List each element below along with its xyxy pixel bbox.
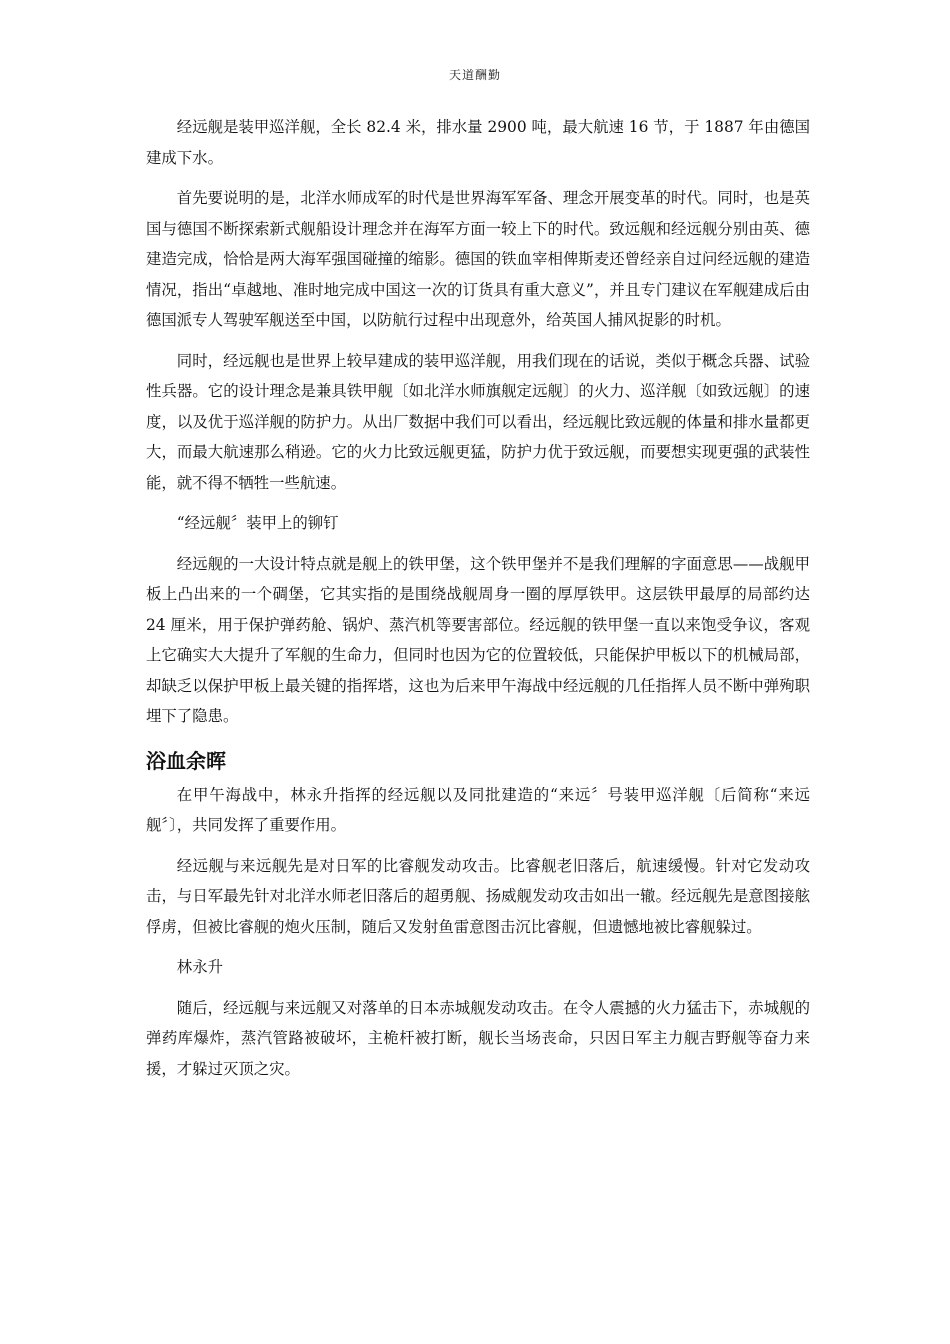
document-body <box>146 112 810 1094</box>
paragraph-design-concept: 同时，经远舰也是世界上较早建成的装甲巡洋舰，用我们现在的话说，类似于概念兵器、试验性兵器。它的设计理念是兼具铁甲舰〔如北洋水师旗舰定远舰〕的火力、巡洋舰〔如致远舰〕的速度，以及优于巡洋舰的防护力。从出厂数据中我们可以看出，经远舰比致远舰的体量和排水量都更大，而最大航速那么稍逊。它的火力比致远舰更猛，防护力优于致远舰，而要想实现更强的武装性能，就不得不牺牲一些航速。 <box>146 351 810 492</box>
image-caption-rivets: “经远舰〞装甲上的铆钉 <box>176 514 339 532</box>
paragraph-background: 首先要说明的是，北洋水师成军的时代是世界海军军备、理念开展变革的时代。同时，也是英国与德国不断探索新式舰船设计理念并在海军方面一较上下的时代。致远舰和经远舰分别由英、德建造完成，恰恰是两大海军强国碰撞的缩影。德国的铁血宰相俾斯麦还曾经亲自过问经远舰的建造情况，指出“卓越地、准时地完成中国这一次的订货具有重大意义”，并且专门建议在军舰建成后由德国派专人驾驶军舰送至中国，以防航行过程中出现意外，给英国人捕风捉影的时机。 <box>146 189 810 329</box>
image-caption-lin-yongsheng: 林永升 <box>176 958 223 976</box>
paragraph-battle-intro: 在甲午海战中，林永升指挥的经远舰以及同批建造的“来远〞号装甲巡洋舰〔后简称“来远舰〞〕，共同发挥了重要作用。 <box>146 785 810 834</box>
paragraph-attack-akagi: 随后，经远舰与来远舰又对落单的日本赤城舰发动攻击。在令人震撼的火力猛击下，赤城舰的弹药库爆炸，蒸汽管路被破坏，主桅杆被打断，舰长当场丧命，只因日军主力舰吉野舰等奋力来援，才躲过灭顶之灾。 <box>146 998 810 1078</box>
paragraph-intro: 经远舰是装甲巡洋舰，全长 82.4 米，排水量 2900 吨，最大航速 16 节，于 1887 年由德国建成下水。 <box>146 118 810 167</box>
paragraph-attack-hiei: 经远舰与来远舰先是对日军的比睿舰发动攻击。比睿舰老旧落后，航速缓慢。针对它发动攻击，与日军最先针对北洋水师老旧落后的超勇舰、扬威舰发动攻击如出一辙。经远舰先是意图接舷俘虏，但被比睿舰的炮火压制，随后又发射鱼雷意图击沉比睿舰，但遗憾地被比睿舰躲过。 <box>146 856 810 936</box>
paragraph-armor: 经远舰的一大设计特点就是舰上的铁甲堡，这个铁甲堡并不是我们理解的字面意思——战舰甲板上凸出来的一个碉堡，它其实指的是围绕战舰周身一圈的厚厚铁甲。这层铁甲最厚的局部约达 24 厘米，用于保护弹药舱、锅炉、蒸汽机等要害部位。经远舰的铁甲堡一直以来饱受争议，客观上它确实大大提升了军舰的生命力，但同时也因为它的位置较低，只能保护甲板以下的机械局部，却缺乏以保护甲板上最关键的指挥塔，这也为后来甲午海战中经远舰的几任指挥人员不断中弹殉职埋下了隐患。 <box>146 554 810 725</box>
page-header: 天道酬勤 <box>448 68 501 82</box>
section-heading: 浴血余晖 <box>146 748 226 773</box>
